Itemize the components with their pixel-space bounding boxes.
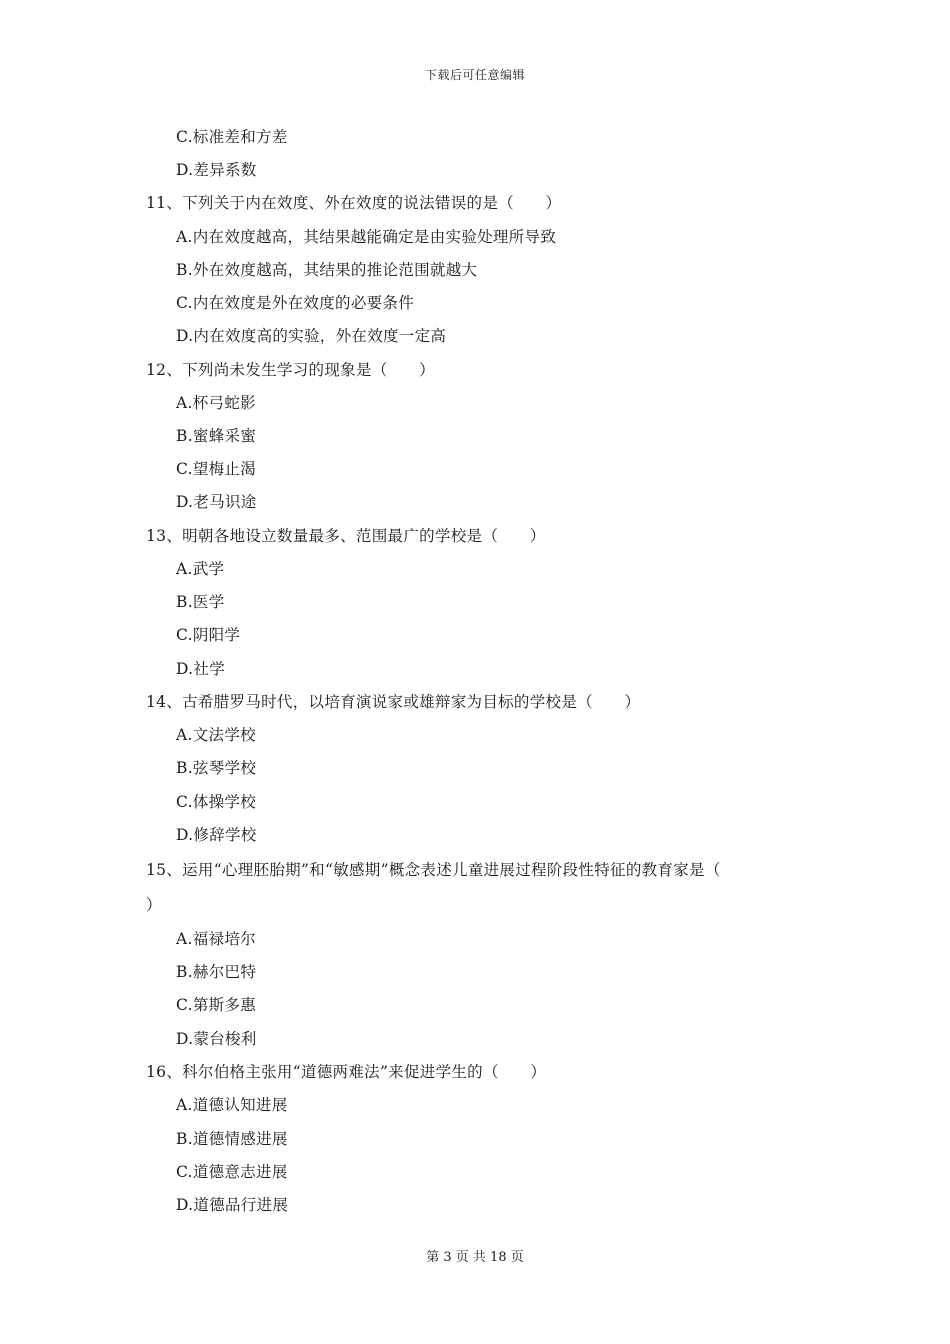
answer-option: D.老马识途 (176, 493, 257, 511)
answer-option: C.阴阳学 (176, 626, 241, 644)
page-header: 下载后可任意编辑 (424, 68, 525, 82)
answer-option: C.道德意志进展 (176, 1163, 288, 1181)
answer-option: A.内在效度越高，其结果越能确定是由实验处理所导致 (176, 228, 557, 246)
answer-option: C.体操学校 (176, 793, 257, 811)
question-text: 16、科尔伯格主张用“道德两难法”来促进学生的（ ） (146, 1063, 547, 1081)
answer-option: B.蜜蜂采蜜 (176, 427, 257, 445)
answer-option: C.望梅止渴 (176, 460, 257, 478)
question-text: 13、明朝各地设立数量最多、范围最广的学校是（ ） (146, 527, 546, 545)
answer-option: B.医学 (176, 593, 225, 611)
page-footer: 第 3 页 共 18 页 (426, 1250, 524, 1265)
answer-option: D.道德品行进展 (176, 1196, 289, 1214)
answer-option: A.文法学校 (176, 726, 256, 744)
question-text: 14、古希腊罗马时代，以培育演说家或雄辩家为目标的学校是（ ） (146, 693, 641, 711)
answer-option: A.杯弓蛇影 (176, 394, 256, 412)
answer-option: C.第斯多惠 (176, 996, 257, 1014)
answer-option: D.差异系数 (176, 161, 257, 179)
answer-option: A.武学 (176, 560, 225, 578)
question-text: 11、下列关于内在效度、外在效度的说法错误的是（ ） (146, 194, 562, 212)
question-text: 15、运用“心理胚胎期”和“敏感期”概念表述儿童进展过程阶段性特征的教育家是（ (146, 861, 721, 879)
answer-option: A.福禄培尔 (176, 930, 256, 948)
question-text: 12、下列尚未发生学习的现象是（ ） (146, 361, 435, 379)
answer-option: B.外在效度越高，其结果的推论范围就越大 (176, 261, 478, 279)
answer-option: A.道德认知进展 (176, 1096, 288, 1114)
answer-option: B.弦琴学校 (176, 759, 257, 777)
answer-option: C.标准差和方差 (176, 128, 288, 146)
question-text: ） (146, 896, 162, 914)
answer-option: B.道德情感进展 (176, 1130, 288, 1148)
answer-option: D.内在效度高的实验，外在效度一定高 (176, 327, 447, 345)
answer-option: D.社学 (176, 660, 226, 678)
answer-option: B.赫尔巴特 (176, 963, 257, 981)
answer-option: D.修辞学校 (176, 826, 257, 844)
answer-option: C.内在效度是外在效度的必要条件 (176, 294, 415, 312)
answer-option: D.蒙台梭利 (176, 1030, 257, 1048)
